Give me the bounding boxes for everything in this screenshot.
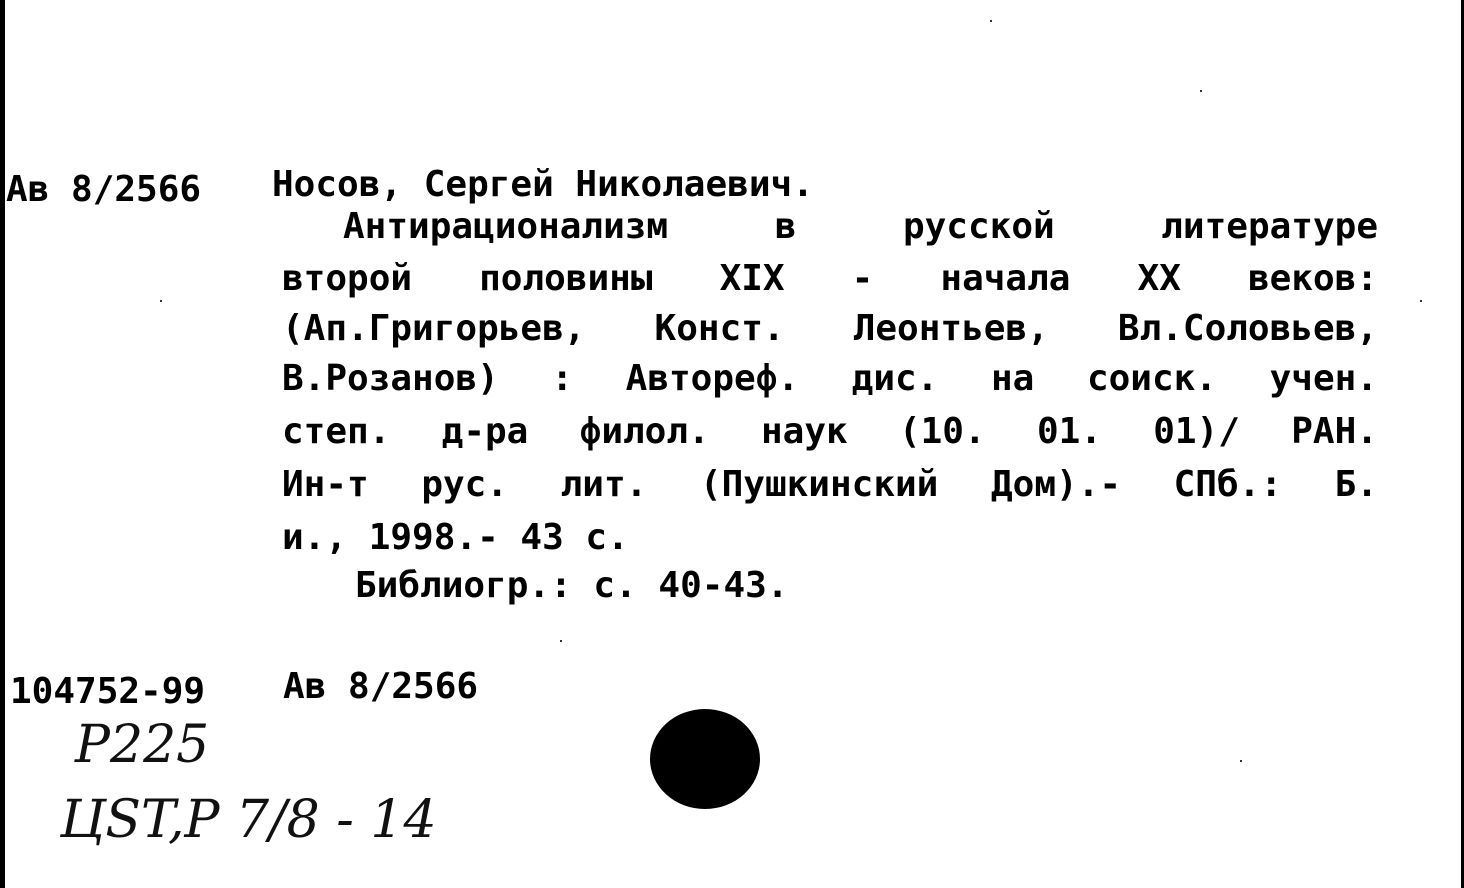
handwritten-note-1: P225 — [75, 715, 210, 775]
body-line-5: степ. д-ра филол. наук (10. 01. 01)/ РАН. — [282, 411, 1378, 452]
body-line-7: и., 1998.- 43 с. — [282, 517, 629, 558]
card-left-edge — [0, 0, 5, 888]
scan-speck — [1240, 760, 1242, 762]
body-line-6: Ин-т рус. лит. (Пушкинский Дом).- СПб.: Б. — [282, 464, 1378, 505]
accession-number: 104752-99 — [10, 671, 206, 712]
scan-speck — [1420, 300, 1422, 302]
scan-speck — [990, 20, 992, 22]
scan-speck — [1200, 90, 1202, 92]
body-line-1: Антирационализм в русской литературе — [343, 206, 1378, 247]
body-line-3: (Ап.Григорьев, Конст. Леонтьев, Вл.Соловьев, — [282, 308, 1378, 349]
bibliography-note: Библиогр.: с. 40-43. — [355, 565, 789, 606]
author-heading: Носов, Сергей Николаевич. — [272, 164, 814, 205]
body-line-2: второй половины XIX - начала XX веков: — [282, 258, 1378, 299]
scan-speck — [160, 300, 162, 302]
call-number: Ав 8/2566 — [6, 169, 202, 210]
punch-hole — [650, 709, 760, 809]
scan-speck — [560, 640, 562, 642]
shelf-mark: Ав 8/2566 — [283, 666, 479, 707]
body-line-4: В.Розанов) : Автореф. дис. на соиск. учен. — [282, 358, 1378, 399]
handwritten-note-2: ЦST,P 7/8 - 14 — [60, 790, 437, 850]
